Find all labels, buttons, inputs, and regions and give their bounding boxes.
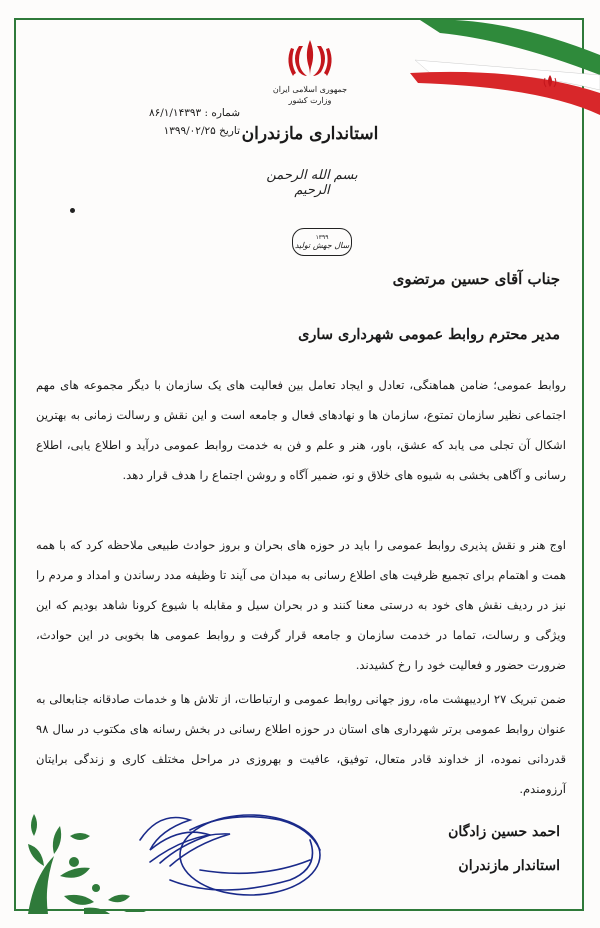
ministry-label: وزارت کشور [288,96,332,105]
signature [130,800,330,900]
letter-number: شماره : ۸۶/۱/۱۴۳۹۳ [148,107,240,119]
signatory-title: استاندار مازندران [458,858,560,874]
year-motto-text: سال جهش تولید [294,240,350,250]
recipient-name: جناب آقای حسین مرتضوی [392,270,560,288]
body-paragraph-1: روابط عمومی؛ ضامن هماهنگی، تعادل و ایجاد تعامل بین فعالیت های یک سازمان با دیگر مجموعه های مهم اجتماعی نظیر سازمان تمتوع، سازمان ها و نهادهای فعال و جامعه است و این نقش و رسالت زمانی به بهترین اشکال آن تجلی می یابد که عشق، باور، هنر و علم و فن به خدمت روابط عمومی درآید و اطلاع یابی، اطلاع رسانی و آگاهی بخشی به شیوه های خلاق و نو، ضمیر آگاه و روشن اجتماع را هدف قرار دهد. [36,378,566,482]
republic-label: جمهوری اسلامی ایران [272,85,348,94]
ink-dot [70,208,75,213]
letterhead-ministry [250,84,370,106]
signatory-name: احمد حسین زادگان [448,824,560,840]
body-paragraph-2: اوج هنر و نقش پذیری روابط عمومی را باید در حوزه های بحران و بروز حوادث طبیعی ملاحظه کرد که با همه همت و اهتمام برای تجمیع ظرفیت های اطلاع رسانی به میدان می آیند تا وظیفه مدد رساندن و امداد و مردم را نیز در ردیف نقش های خود به درستی معنا کنند و در بحران سیل و مقابله با شیوع کرونا شاهد بودیم که این ویژگی و رسالت، تماما در خدمت سازمان و جامعه قرار گرفت و روابط عمومی ها بخوبی در این حوادث، ضرورت حضور و فعالیت خود را رخ کشیدند. [36,538,566,672]
body-paragraph-3: ضمن تبریک ۲۷ اردیبهشت ماه، روز جهانی روابط عمومی و ارتباطات، از تلاش ها و خدمات صادقانه جنابعالی به عنوان روابط عمومی برتر شهرداری های استان در حوزه اطلاع رسانی در بخش رسانه های مکتوب در سال ۹۸ قدردانی نموده، از خداوند قادر متعال، توفیق، عافیت و بهروزی در مراحل مختلف کاری و زندگی برایتان آرزومندم. [36,692,566,796]
recipient-position: مدیر محترم روابط عمومی شهرداری ساری [298,326,560,343]
letter-date: تاریخ ۱۳۹۹/۰۲/۲۵ [163,125,240,137]
iran-flag-ribbon [400,15,600,125]
iran-emblem-icon [285,38,335,82]
letterhead-title: استانداری مازندران [241,124,379,144]
year-motto-year: ۱۳۹۹ [315,233,329,241]
year-motto-badge [292,228,352,256]
letter-meta [100,104,240,140]
bismillah-calligraphy: بسم الله الرحمن الرحیم [266,168,358,198]
